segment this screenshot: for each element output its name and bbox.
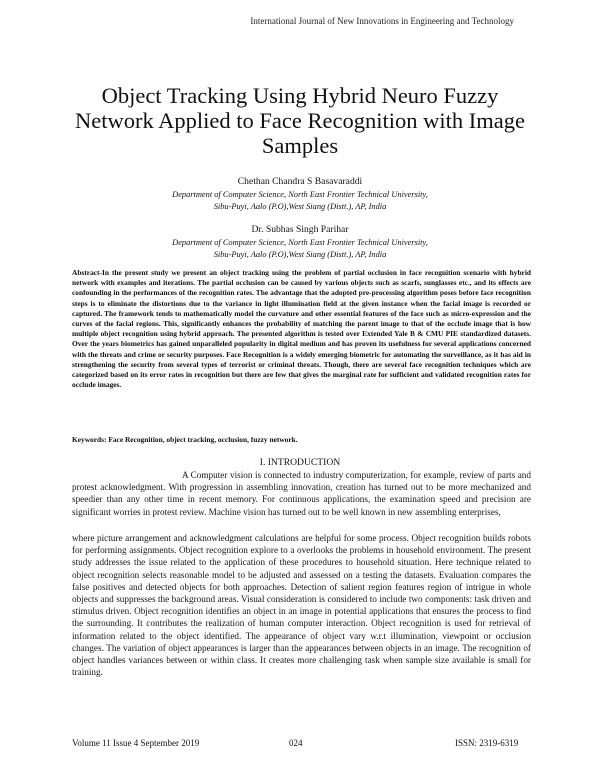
author-name-2: Dr. Subhas Singh Parihar [251, 224, 349, 235]
paper-title: Object Tracking Using Hybrid Neuro Fuzzy Network Applied to Face Recognition with Image Samples [75, 83, 525, 158]
intro-paragraph-2: where picture arrangement and acknowledgment calculations are helpful for some process. Object recognition builds robots for performing assignments. Object recognition explore to a overlooks the problems in household environment. The present study addresses the issue related to the application of these procedures to household situation. Here technique related to object recognition selects reasonable model to be adjusted and assessed on a testing the datasets. Evaluation compares the false positives and detected objects for both approaches. Detection of salient region features region of intrigue in whole objects and suppresses the background areas. Visual consideration is considered to include two components: task driven and stimulus driven. Object recognition identifies an object in an image in potential applications that ensures the process to find the surrounding. It contributes the realization of human computer interaction. Object recognition is used for retrieval of information related to the object identified. The appearance of object vary w.r.t illumination, viewpoint or occlusion changes. The variation of object appearances is larger than the appearances between objects in an image. The recognition of object handles variances between or within class. It creates more challenging task when sample size available is small for training. [72, 533, 531, 678]
affiliation-line: Sibu-Puyi, Aalo (P.O),West Siang (Distt.), AP, India [213, 202, 387, 211]
section-heading: I. INTRODUCTION [259, 457, 341, 468]
author-name-1: Chethan Chandra S Basavaraddi [237, 176, 363, 187]
intro-paragraph-1: A Computer vision is connected to industry computerization, for example, review of parts and protest acknowledgment. With progression in assembling innovation, creation has turned out to be more mechanized and speedier than any other time in recent memory. For continuous applications, the examination speed and precision are significant worries in protest review. Machine vision has turned out to be well known in new assembling enterprises, [72, 470, 531, 517]
author-affiliation-2 [60, 237, 540, 261]
affiliation-line: Department of Computer Science, North East Frontier Technical University, [172, 190, 428, 199]
journal-header: International Journal of New Innovations in Engineering and Technology [250, 16, 514, 26]
abstract: Abstract-In the present study we present an object tracking using the problem of partial occlusion in face recognition scenario with hybrid network with examples and iterations. The partial occlusion can be caused by various objects such as scarfs, sunglasses etc., and its effects are confounding in the performances of the recognition rates. The advantage that the adopted pre-processing algorithm poses before face recognition steps is to eliminate the distortions due to the variance in light illumination field at the given instance when the facial image is recorded or captured. The framework tends to mathematically model the curvature and other essential features of the face such as micro-expression and the curves of the facial regions. This, significantly enhances the probability of matching the parent image to that of the occlude image that is how multiple object recognition using hybrid approach. The presented algorithm is tested over Extended Yale B & CMU PIE standardized datasets. Over the years biometrics has gained unparalleled popularity in digital medium and has proven its usefulness for several applications concerned with the threats and crime or security purposes. Face Recognition is a widely emerging biometric for automating the surveillance, as it has aid in strengthening the security from several types of terrorist or criminal threats. Though, there are several face recognition techniques which are categorized based on its error rates in recognition but there are few that gives the marginal rate for sufficient and validated recognition rates for occlude images. [72, 268, 531, 390]
author-affiliation-1 [60, 189, 540, 213]
affiliation-line: Department of Computer Science, North East Frontier Technical University, [172, 238, 428, 247]
footer-issn: ISSN: 2319-6319 [455, 738, 519, 748]
affiliation-line: Sibu-Puyi, Aalo (P.O),West Siang (Distt.), AP, India [213, 250, 387, 259]
keywords: Keywords: Face Recognition, object tracking, occlusion, fuzzy network. [72, 435, 298, 444]
footer-volume: Volume 11 Issue 4 September 2019 [72, 738, 200, 748]
footer-page-number: 024 [289, 738, 303, 748]
